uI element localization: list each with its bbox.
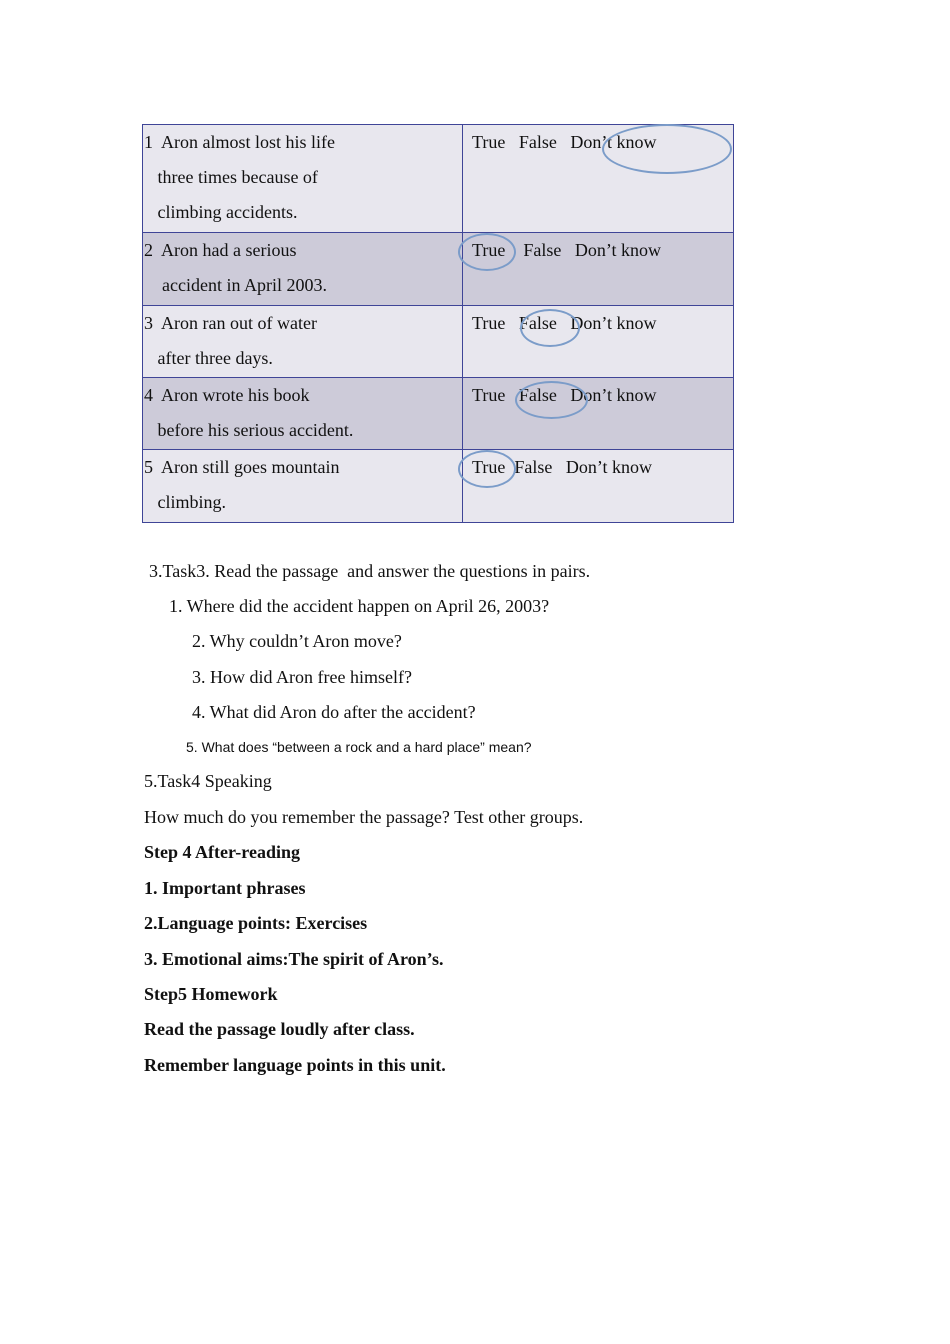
options-cell: [463, 306, 734, 378]
task3-question: 1. Where did the accident happen on April 26, 2003?: [169, 596, 550, 616]
option-false[interactable]: False: [518, 313, 557, 333]
statement-cell: [143, 233, 463, 306]
statement-line: climbing accidents.: [144, 202, 298, 222]
step4-item: 2.Language points: Exercises: [144, 913, 368, 933]
options-cell: [463, 233, 734, 306]
statement-line: climbing.: [144, 492, 226, 512]
task3-question: 4. What did Aron do after the accident?: [192, 702, 476, 722]
step4-item: 3. Emotional aims:The spirit of Aron’s.: [144, 949, 444, 969]
option-dont-know[interactable]: Don’t know: [565, 457, 653, 477]
option-false[interactable]: False: [518, 132, 557, 152]
option-dont-know[interactable]: Don’t know: [574, 240, 662, 260]
option-true[interactable]: True: [472, 457, 506, 477]
statement-line: accident in April 2003.: [144, 275, 327, 295]
option-true[interactable]: True: [472, 240, 506, 260]
statement-cell: [143, 450, 463, 523]
table-row: [143, 450, 734, 523]
option-true[interactable]: True: [472, 313, 506, 333]
statement-cell: [143, 306, 463, 378]
statement-cell: [143, 378, 463, 450]
task3-heading: 3.Task3. Read the passage and answer the questions in pairs.: [149, 561, 591, 581]
statement-line: after three days.: [144, 348, 273, 368]
statement-cell: [143, 125, 463, 233]
table-row: [143, 306, 734, 378]
statement-line: three times because of: [144, 167, 318, 187]
statement-line: 2 Aron had a serious: [144, 240, 297, 260]
task3-question: 2. Why couldn’t Aron move?: [192, 631, 402, 651]
task3-question: 3. How did Aron free himself?: [192, 667, 412, 687]
option-false[interactable]: False: [518, 385, 557, 405]
option-false[interactable]: False: [523, 240, 562, 260]
step5-heading: Step5 Homework: [144, 984, 278, 1004]
task3-question: 5. What does “between a rock and a hard place” mean?: [186, 739, 532, 755]
statement-line: 1 Aron almost lost his life: [144, 132, 335, 152]
options-cell: [463, 125, 734, 233]
statement-line: 4 Aron wrote his book: [144, 385, 310, 405]
option-true[interactable]: True: [472, 385, 506, 405]
options-cell: [463, 378, 734, 450]
statement-line: 5 Aron still goes mountain: [144, 457, 340, 477]
option-dont-know[interactable]: Don’t know: [570, 132, 657, 152]
table-row: [143, 233, 734, 306]
option-dont-know[interactable]: Don’t know: [570, 385, 657, 405]
statement-line: 3 Aron ran out of water: [144, 313, 317, 333]
step5-item: Remember language points in this unit.: [144, 1055, 446, 1075]
option-false[interactable]: False: [514, 457, 553, 477]
statement-line: before his serious accident.: [144, 420, 354, 440]
option-true[interactable]: True: [472, 132, 506, 152]
step5-item: Read the passage loudly after class.: [144, 1019, 415, 1039]
step4-item: 1. Important phrases: [144, 878, 306, 898]
task4-heading: 5.Task4 Speaking: [144, 771, 272, 791]
table-row: [143, 125, 734, 233]
options-cell: [463, 450, 734, 523]
step4-heading: Step 4 After-reading: [144, 842, 300, 862]
option-dont-know[interactable]: Don’t know: [570, 313, 657, 333]
true-false-table: [142, 124, 734, 523]
table-row: [143, 378, 734, 450]
task4-text: How much do you remember the passage? Test other groups.: [144, 807, 584, 827]
